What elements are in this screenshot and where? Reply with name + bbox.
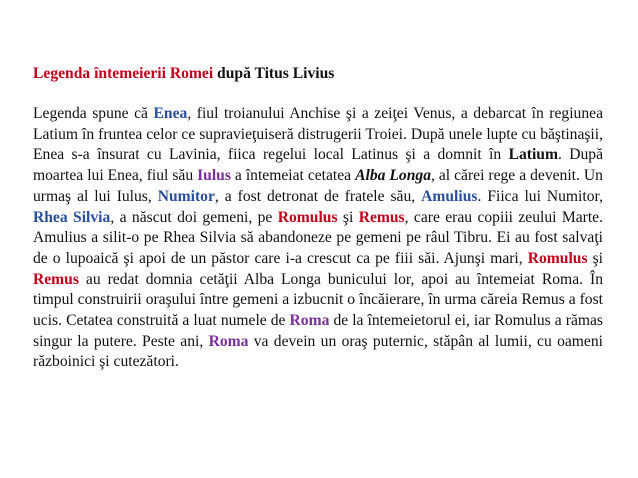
text-segment: şi xyxy=(337,208,359,226)
text-segment: a întemeiat cetatea xyxy=(230,167,356,185)
text-segment: . Fiica lui Numitor, xyxy=(477,187,603,205)
text-segment: , a fost detronat de fratele său, xyxy=(214,187,422,205)
place-latium: Latium xyxy=(508,146,558,164)
name-amulius: Amulius xyxy=(421,187,478,205)
name-numitor: Numitor xyxy=(157,187,215,205)
title-rest: după Titus Livius xyxy=(213,65,335,82)
text-segment: , fiul troianului Anchise şi a zeiţei Venus, a debarcat în regiunea Latium în fruntea celor ce supravieţuiseră distrugerii Troiei. După unele lupte cu băştinaşii, Enea s-a însurat cu Lavinia, fiica regelui local Latinus şi a domnit în xyxy=(33,105,603,164)
name-romulus: Romulus xyxy=(527,249,588,267)
text-segment: , al cărei rege a devenit. Un urmaş al lui Iulus, xyxy=(33,167,603,205)
text-segment: va devein un oraş puternic, stăpân al lumii, cu oameni războinici şi cutezători. xyxy=(33,332,603,371)
title-highlight: Legenda întemeierii Romei xyxy=(33,65,214,82)
name-romulus: Romulus xyxy=(277,208,338,226)
text-segment: de la întemeietorul ei, iar Romulus a rămas singur la putere. Peste ani, xyxy=(33,312,603,350)
page-title xyxy=(33,64,603,84)
text-segment: au redat domnia cetăţii Alba Longa bunicului lor, apoi au întemeiat Roma. În timpul construirii oraşului între gemeni a izbucnit o încăierare, în urma căreia Remus a fost ucis. Cetatea construită a luat numele de xyxy=(33,270,603,330)
text-segment: . După moartea lui Enea, fiul său xyxy=(33,146,603,185)
legend-paragraph xyxy=(33,104,603,373)
name-enea: Enea xyxy=(153,105,188,122)
city-roma: Roma xyxy=(208,332,249,350)
name-remus: Remus xyxy=(358,208,405,226)
city-roma: Roma xyxy=(289,312,330,330)
name-iulus: Iulus xyxy=(197,167,231,185)
text-segment: Legenda spune că xyxy=(33,105,154,122)
text-segment: , care erau copiii zeului Marte. Amulius a silit-o pe Rhea Silvia să abandoneze pe gemeni pe râul Tibru. Ei au fost salvaţi de o lupoaică şi apoi de un păstor care i-a crescut ca pe fiii săi. Ajunşi mari, xyxy=(33,208,603,267)
name-remus: Remus xyxy=(33,270,79,288)
place-alba-longa: Alba Longa xyxy=(355,167,431,185)
text-segment: , a născut doi gemeni, pe xyxy=(110,208,278,226)
name-rhea-silvia: Rhea Silvia xyxy=(33,208,111,226)
text-segment: şi xyxy=(587,249,603,267)
